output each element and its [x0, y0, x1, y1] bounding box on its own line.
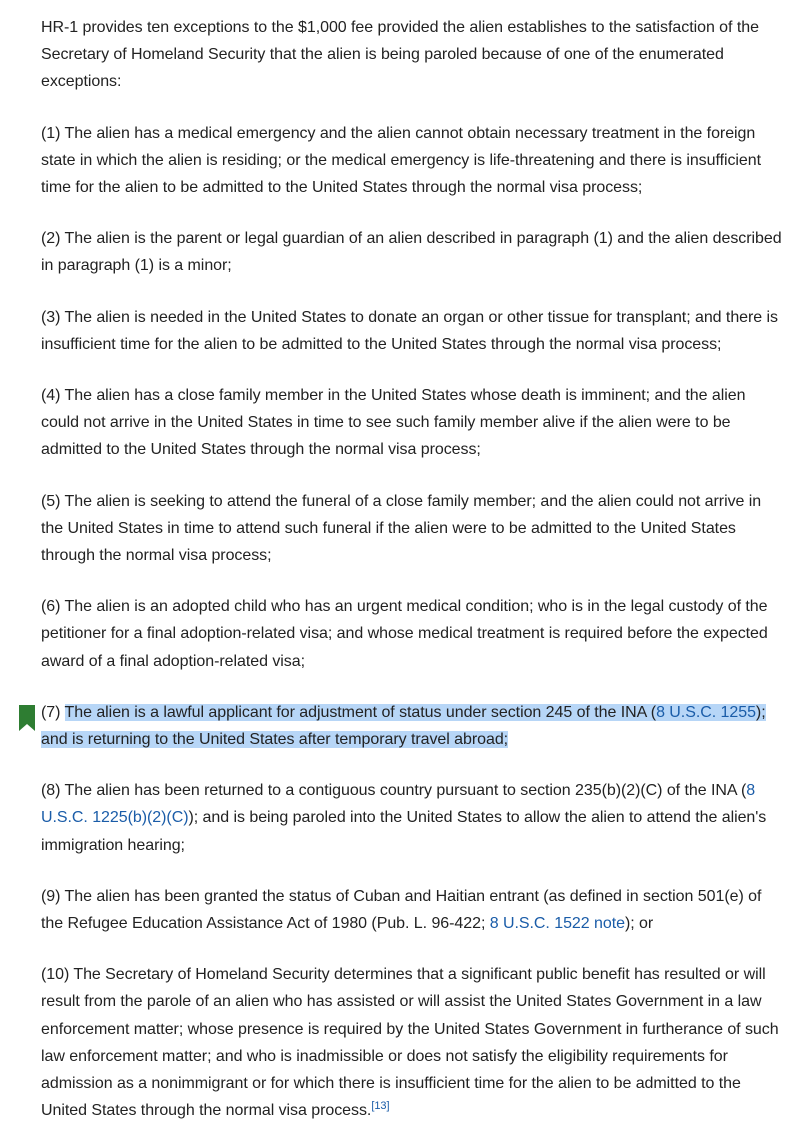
usc-1255-link[interactable]: 8 U.S.C. 1255 — [656, 703, 756, 721]
exception-8 — [41, 777, 786, 859]
exception-4: (4) The alien has a close family member in the United States whose death is imminent; and the alien could not arrive in the United States in time to see such family member alive if the alien were to be admitted to the United States through the normal visa process; — [41, 387, 746, 459]
exception-9-text-b: ); or — [624, 915, 654, 933]
exception-7-highlighted-text[interactable] — [41, 704, 766, 748]
exception-9-text-a: (9) The alien has been granted the status of Cuban and Haitian entrant (as defined in section 501(e) of the Refugee Education Assistance Act of 1980 (Pub. L. 96-422; — [41, 887, 762, 933]
usc-1522-note-link[interactable]: 8 U.S.C. 1522 note — [489, 915, 625, 933]
usc-1225-link[interactable]: 8 U.S.C. 1225(b)(2)(C) — [41, 782, 756, 827]
exception-10 — [41, 961, 786, 1124]
bookmark-icon[interactable] — [19, 705, 35, 731]
exception-8-text-a: (8) The alien has been returned to a contiguous country pursuant to section 235(b)(2)(C) of the INA ( — [41, 782, 747, 800]
exception-2: (2) The alien is the parent or legal guardian of an alien described in paragraph (1) and the alien described in paragraph (1) is a minor; — [41, 230, 782, 275]
exception-10-text: (10) The Secretary of Homeland Security determines that a significant public benefit has resulted or will result from the parole of an alien who has assisted or will assist the United States Government in a law enforcement matter; whose presence is required by the United States Government in furtherance of such law enforcement matter; and who is inadmissible or does not satisfy the eligibility requirements for admission as a nonimmigrant or for which there is insufficient time for the alien to be admitted to the United States through the normal visa process. — [41, 966, 779, 1120]
exception-7-text-b: ); and is returning to the United States after temporary travel abroad; — [41, 703, 766, 749]
exception-7-number: (7) — [41, 703, 65, 721]
intro-paragraph: HR-1 provides ten exceptions to the $1,000 fee provided the alien establishes to the satisfaction of the Secretary of Homeland Security that the alien is being paroled because of one of the enumerated exceptions: — [41, 19, 759, 91]
exception-7-text-a: The alien is a lawful applicant for adjustment of status under section 245 of the INA ( — [64, 703, 657, 721]
document-body — [41, 14, 786, 1125]
exception-8-text-b: ); and is being paroled into the United States to allow the alien to attend the alien's immigration hearing; — [41, 809, 767, 854]
exception-5: (5) The alien is seeking to attend the funeral of a close family member; and the alien could not arrive in the United States in time to attend such funeral if the alien were to be admitted to the United States through the normal visa process; — [41, 492, 762, 565]
footnote-13-link[interactable]: [13] — [371, 1100, 390, 1113]
exception-1: (1) The alien has a medical emergency and the alien cannot obtain necessary treatment in the foreign state in which the alien is residing; or the medical emergency is life-threatening and there is insufficient time for the alien to be admitted to the United States through the normal visa process; — [41, 124, 762, 197]
exception-7 — [41, 699, 786, 753]
exception-9 — [41, 883, 786, 937]
exception-3: (3) The alien is needed in the United States to donate an organ or other tissue for transplant; and there is insufficient time for the alien to be admitted to the United States through the normal visa process; — [41, 308, 778, 353]
exception-6: (6) The alien is an adopted child who has an urgent medical condition; who is in the legal custody of the petitioner for a final adoption-related visa; and whose medical treatment is required before the expected award of a final adoption-related visa; — [41, 598, 768, 670]
